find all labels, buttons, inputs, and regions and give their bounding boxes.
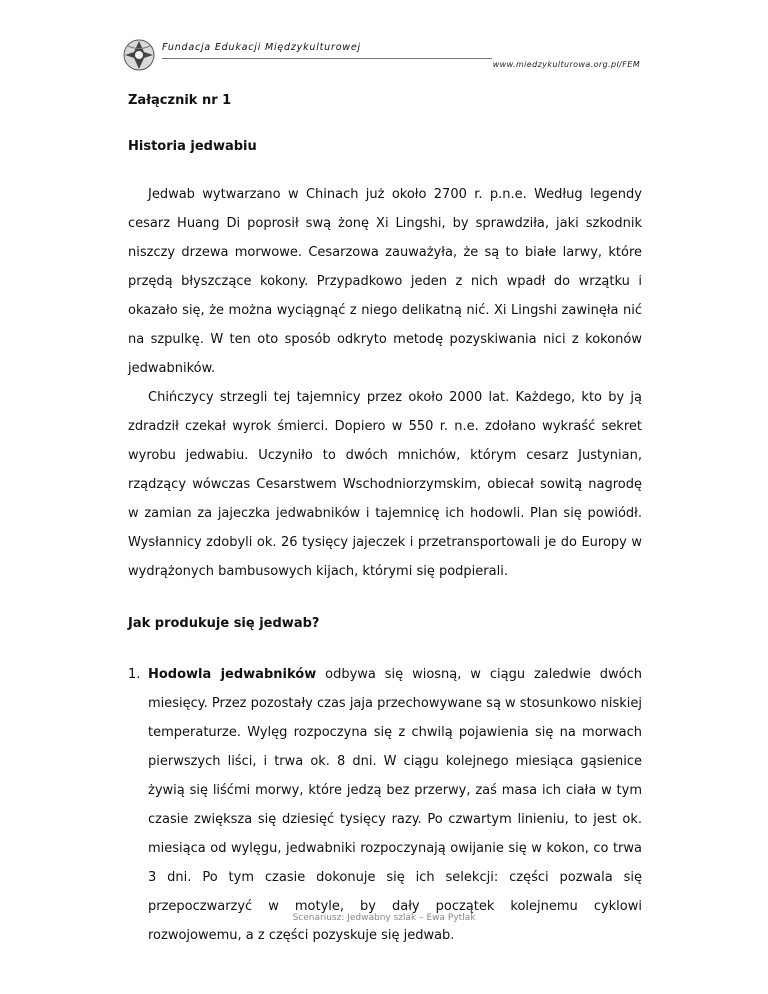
list-item-term: Hodowla jedwabników	[148, 667, 317, 682]
document-body	[128, 93, 642, 950]
list-item	[128, 660, 642, 950]
foundation-emblem-icon	[122, 38, 156, 72]
website-url: www.miedzykulturowa.org.pl/FEM	[492, 60, 640, 69]
paragraph: Chińczycy strzegli tej tajemnicy przez około 2000 lat. Każdego, kto by ją zdradził czekał wyrok śmierci. Dopiero w 550 r. n.e. zdołano wykraść sekret wyrobu jedwabiu. Uczyniło to dwóch mnichów, którym cesarz Justynian, rządzący wówczas Cesarstwem Wschodniorzymskim, obiecał sowitą nagrodę w zamian za jajeczka jedwabników i tajemnicę ich hodowli. Plan się powiódł. Wysłannicy zdobyli ok. 26 tysięcy jajeczek i przetransportowali je do Europy w wydrążonych bambusowych kijach, którymi się podpierali.	[128, 390, 642, 579]
section-title-history: Historia jedwabiu	[128, 139, 257, 154]
annex-label: Załącznik nr 1	[128, 93, 232, 108]
list-item-number: 1.	[128, 667, 141, 682]
page-footer: Scenariusz: Jedwabny szlak – Ewa Pytlak	[292, 913, 476, 923]
page-header	[122, 36, 650, 76]
organization-name: Fundacja Edukacji Międzykulturowej	[162, 42, 361, 53]
section-title-production: Jak produkuje się jedwab?	[128, 616, 320, 631]
header-divider	[162, 58, 492, 59]
paragraph: Jedwab wytwarzano w Chinach już około 2700 r. p.n.e. Według legendy cesarz Huang Di poprosił swą żonę Xi Lingshi, by sprawdziła, jaki szkodnik niszczy drzewa morwowe. Cesarzowa zauważyła, że są to białe larwy, które przędą błyszczące kokony. Przypadkowo jeden z nich wpadł do wrzątku i okazało się, że można wyciągnąć z niego delikatną nić. Xi Lingshi zawinęła nić na szpulkę. W ten oto sposób odkryto metodę pozyskiwania nici z kokonów jedwabników.	[128, 187, 642, 376]
numbered-list	[128, 660, 642, 950]
list-item-text: odbywa się wiosną, w ciągu zaledwie dwóch miesięcy. Przez pozostały czas jaja przechowywane są w stosunkowo niskiej temperaturze. Wylęg rozpoczyna się z chwilą pojawienia się na morwach pierwszych liści, i trwa ok. 8 dni. W ciągu kolejnego miesiąca gąsienice żywią się liśćmi morwy, które jedzą bez przerwy, zaś masa ich ciała w tym czasie zwiększa się dziesięć tysięcy razy. Po czwartym linieniu, to jest ok. miesiąca od wylęgu, jedwabniki rozpoczynają owijanie się w kokon, co trwa 3 dni. Po tym czasie dokonuje się ich selekcji: części pozwala się przepoczwarzyć w motyle, by dały początek kolejnemu cyklowi rozwojowemu, a z części pozyskuje się jedwab.	[148, 667, 642, 943]
